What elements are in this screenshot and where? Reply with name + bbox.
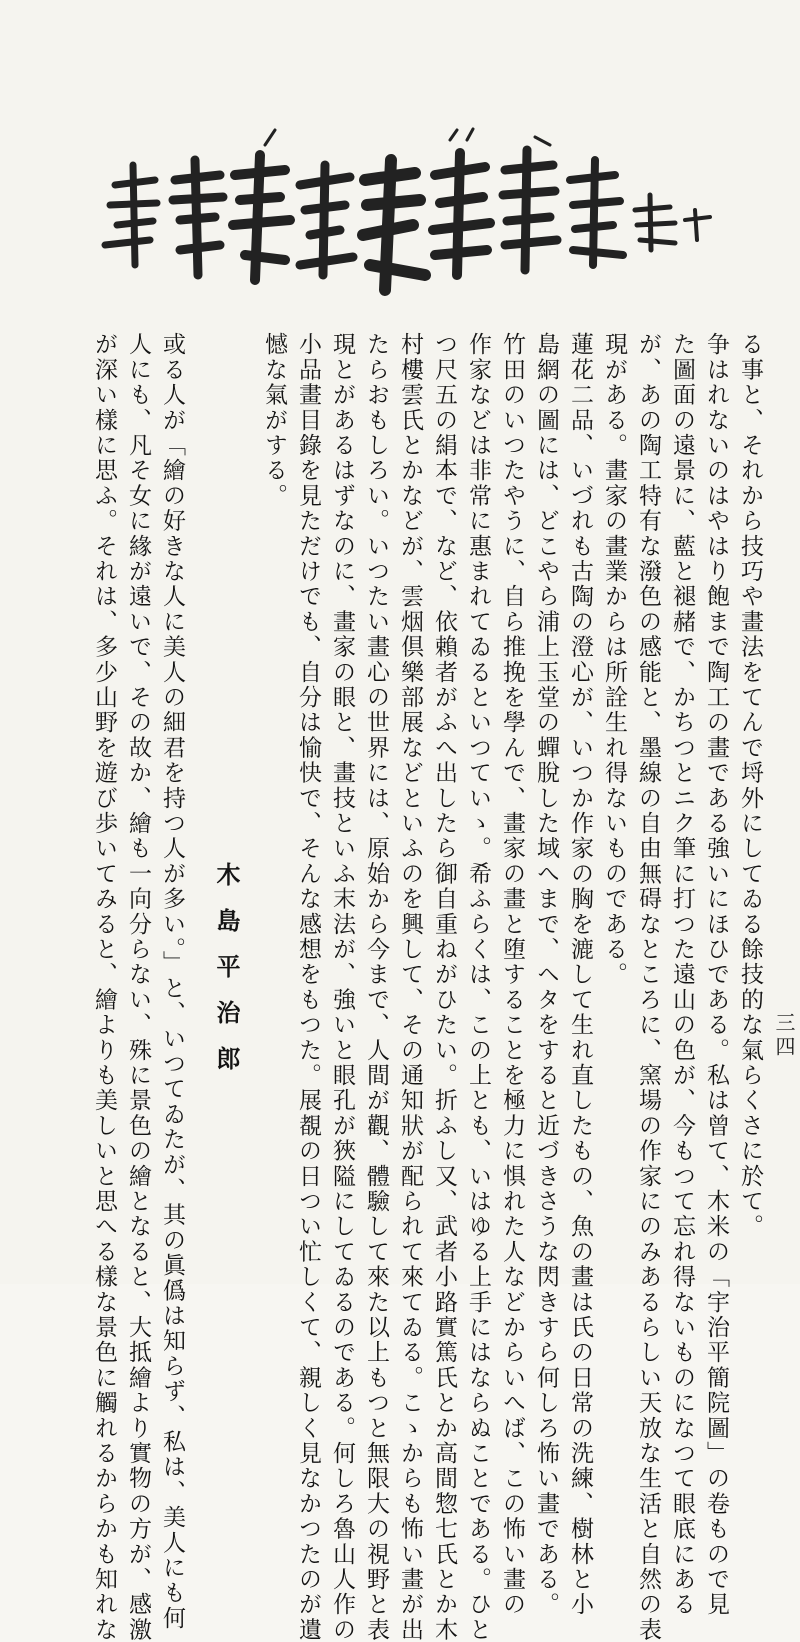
text-column: 或る人が「繪の好きな人に美人の細君を持つ人が多い。」と、いつてゐたが、其の眞僞は知らず、私は、美人にも何 [159, 332, 185, 1631]
text-column: が深い樣に思ふ。それは、多少山野を遊び歩いてみると、繪よりも美しいと思へる樣な景色に觸れるからかも知れな [91, 332, 117, 1642]
text-column: 村樓雲氏とかなどが、雲烟倶樂部展などといふのを興して、その通知狀が配られて來てゐる。こゝからも怖い畫が出 [397, 332, 423, 1642]
text-column: 作家などは非常に惠まれてゐるといつていゝ。希ふらくは、この上とも、いはゆる上手にはならぬことである。ひと [465, 332, 491, 1642]
text-column: 人にも、凡そ女に緣が遠いで、その故か、繪も一向分らない、殊に景色の繪となると、大抵繪より實物の方が、感激 [125, 332, 151, 1642]
text-column: 蓮花二品、いづれも古陶の澄心が、いつか作家の胸を漉して生れ直したもの、魚の畫は氏の日常の洗練、樹林と小 [567, 332, 593, 1618]
text-column: る事と、それから技巧や畫法をてんで埒外にしてゐる餘技的な氣らくさに於て。 [737, 332, 763, 1240]
text-column: 小品畫目錄を見ただけでも、自分は愉快で、そんな感想をもつた。展覩の日つい忙しくて、親しく見なかつたのが遺 [295, 332, 321, 1642]
calligraphy-stroke-group [105, 165, 157, 265]
title-calligraphy-image [95, 125, 715, 305]
text-column: 現がある。畫家の畫業からは所詮生れ得ないものである。 [601, 332, 627, 988]
text-column: たらおもしろい。いつたい畫心の世界には、原始から今まで、人間が觀、體驗して來た以上もつと無限大の視野と表 [363, 332, 389, 1642]
text-column: た圖面の遠景に、藍と褪赭で、かちつとニク筆に打つた遠山の色が、今もつて忘れ得ないものになつて眼底にある [669, 332, 695, 1618]
text-column: 島網の圖には、どこやら浦上玉堂の蟬脫した域へまで、ヘタをすると近づきさうな閃きすら何しろ怖い畫である。 [533, 332, 559, 1618]
text-column: 争はれないのはやはり飽まで陶工の畫である強いにほひである。私は曾て、木米の「宇治平簡院圖」の卷もので見 [703, 332, 729, 1618]
text-column: 竹田のいつたやうに、自ら推挽を學んで、畫家の畫と堕することを極力に惧れた人などからいへば、この怖い畫の [499, 332, 525, 1618]
text-column: が、あの陶工特有な潑色の感能と、墨線の自由無碍なところに、窯場の作家にのみあるらしい天放な生活と自然の表 [635, 332, 661, 1642]
text-column: つ尺五の絹本で、など、依賴者がふへ出したら御自重ねがひたい。折ふし又、武者小路實篤氏とか高間惣七氏とか木 [431, 332, 457, 1642]
text-column: 現とがあるはずなのに、畫家の眼と、畫技といふ末法が、強いと眼孔が狹隘にしてゐるのである。何しろ魯山人作の [329, 332, 355, 1642]
page-number: 三四 [772, 1012, 796, 1060]
text-column: 憾な氣がする。 [261, 332, 287, 509]
author-name: 木島平治郎 [212, 862, 241, 1092]
